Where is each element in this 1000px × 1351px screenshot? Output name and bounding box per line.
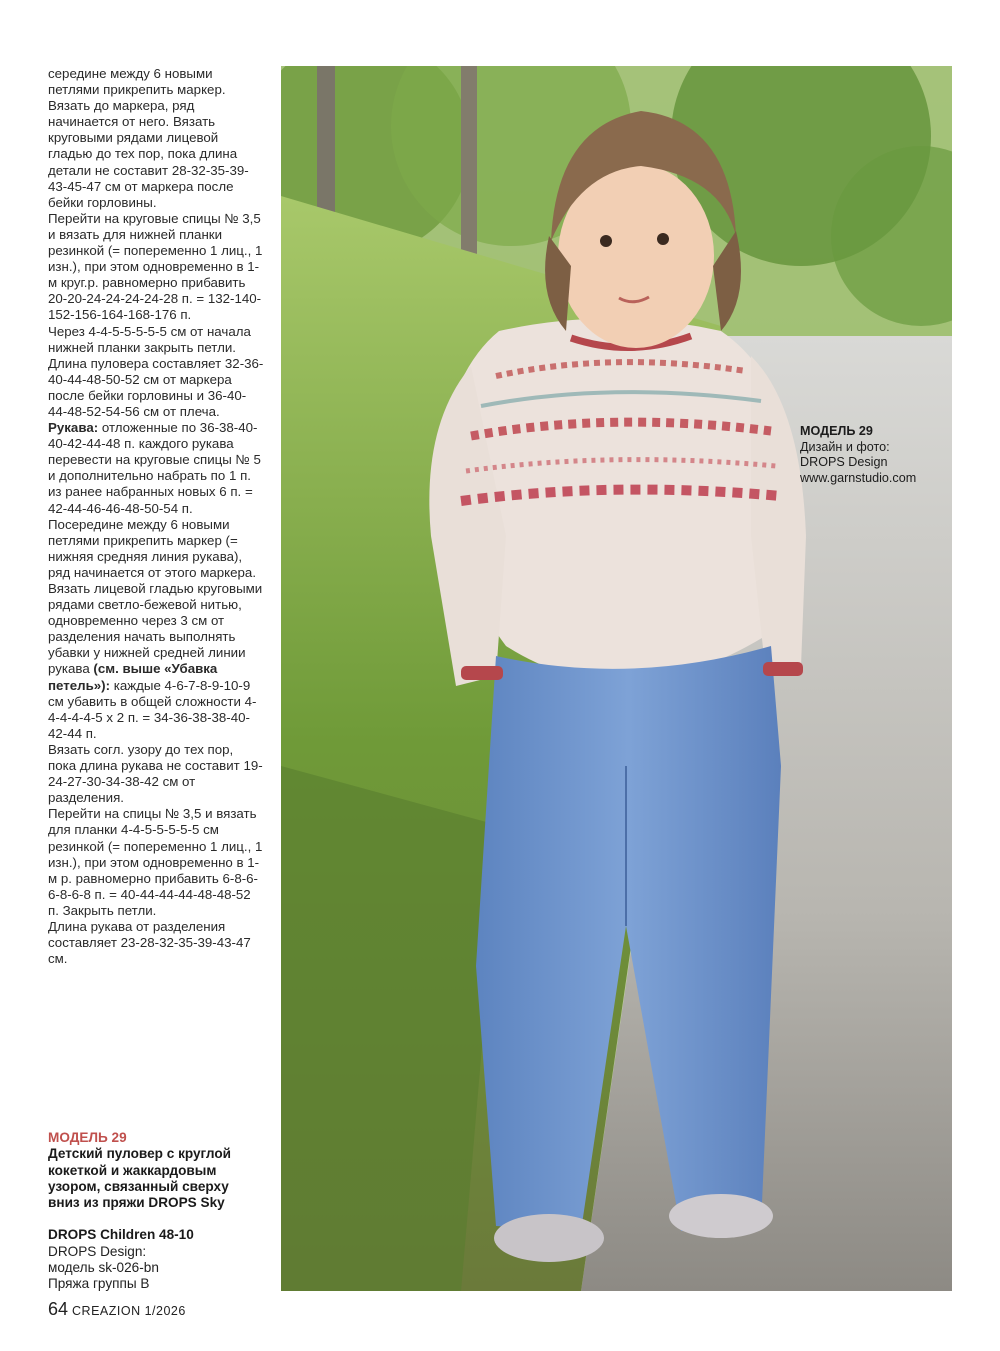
instructions-paragraph: Вязать согл. узору до тех пор, пока длина рукава не составит 19-24-27-30-34-38-42 см от разделения. [48, 741, 263, 806]
model-title: Детский пуловер с круглой кокеткой и жаккардовым узором, связанный сверху вниз из пряжи DROPS Sky [48, 1146, 231, 1211]
pattern-code: DROPS Children 48-10 [48, 1227, 194, 1243]
page-footer [48, 1299, 186, 1320]
sleeves-paragraph [48, 420, 264, 517]
instructions-paragraph: Перейти на круговые спицы № 3,5 и вязать для нижней планки резинкой (= попеременно 1 лиц., 1 изн.), при этом одновременно в 1-м круг.р. равномерно прибавить 20-20-24-24-24-24-28 п. = 132-140-152-156-164-168-176 п. [48, 210, 263, 323]
instructions-paragraph: Перейти на спицы № 3,5 и вязать для планки 4-4-5-5-5-5-5 см резинкой (= попеременно 1 лиц., 1 изн.), при этом одновременно в 1-м р. равномерно прибавить 6-8-6-6-8-6-8 п. = 40-44-44-44-48-48-52 п. Закрыть петли. [48, 806, 263, 918]
model-label: МОДЕЛЬ 29 [48, 1130, 127, 1145]
child-in-sweater-illustration [281, 66, 952, 1291]
decrease-paragraph [48, 581, 264, 742]
design-line: DROPS Design: [48, 1243, 147, 1259]
decrease-text-end: каждые 4-6-7-8-9-10-9 см убавить в общей сложности 4-4-4-4-4-5 х 2 п. = 34-36-38-38-40-42-44 п. [48, 677, 257, 741]
instructions-paragraph: Длина пуловера составляет 32-36-40-44-48-50-52 см от маркера после бейки горловины и 36-40-44-48-52-54-56 см от плеча. [48, 355, 264, 419]
decrease-reference: (см. выше «Убавка петель»): [48, 661, 218, 693]
magazine-issue: CREAZION 1/2026 [72, 1304, 186, 1318]
photo-caption [800, 424, 950, 486]
instructions-paragraph: Через 4-4-5-5-5-5-5 см от начала нижней планки закрыть петли. [48, 323, 251, 355]
model-info-block [48, 1130, 264, 1293]
instructions-paragraph: Посередине между 6 новыми петлями прикрепить маркер (= нижняя средняя линия рукава), ряд начинается от этого маркера. [48, 516, 257, 580]
sleeves-heading: Рукава: [48, 420, 99, 436]
instructions-paragraph: Длина рукава от разделения составляет 23-28-32-35-39-43-47 см. [48, 918, 251, 967]
instructions-column [48, 66, 264, 967]
caption-line: Дизайн и фото: [800, 439, 890, 454]
yarn-group-line: Пряжа группы B [48, 1276, 150, 1292]
model-photo [281, 66, 952, 1291]
caption-website: www.garnstudio.com [800, 470, 917, 485]
page-number: 64 [48, 1299, 69, 1319]
caption-line: DROPS Design [800, 455, 888, 470]
caption-model-label: МОДЕЛЬ 29 [800, 424, 873, 438]
model-code-line: модель sk-026-bn [48, 1260, 159, 1276]
sleeves-text: отложенные по 36-38-40-40-42-44-48 п. каждого рукава перевести на круговые спицы № 5 и дополнительно набрать по 1 п. из ранее набранных новых 6 п. = 42-44-46-46-48-50-54 п. [48, 420, 261, 516]
instructions-paragraph: середине между 6 новыми петлями прикрепить маркер. Вязать до маркера, ряд начинается от него. Вязать круговыми рядами лицевой гладью до тех пор, пока длина детали не составит 28-32-35-39-43-45-47 см от маркера после бейки горловины. [48, 66, 249, 210]
decrease-text-start: Вязать лицевой гладью круговыми рядами светло-бежевой нитью, одновременно через 3 см от разделения начать выполнять убавки у нижней средней линии рукава [48, 581, 263, 677]
